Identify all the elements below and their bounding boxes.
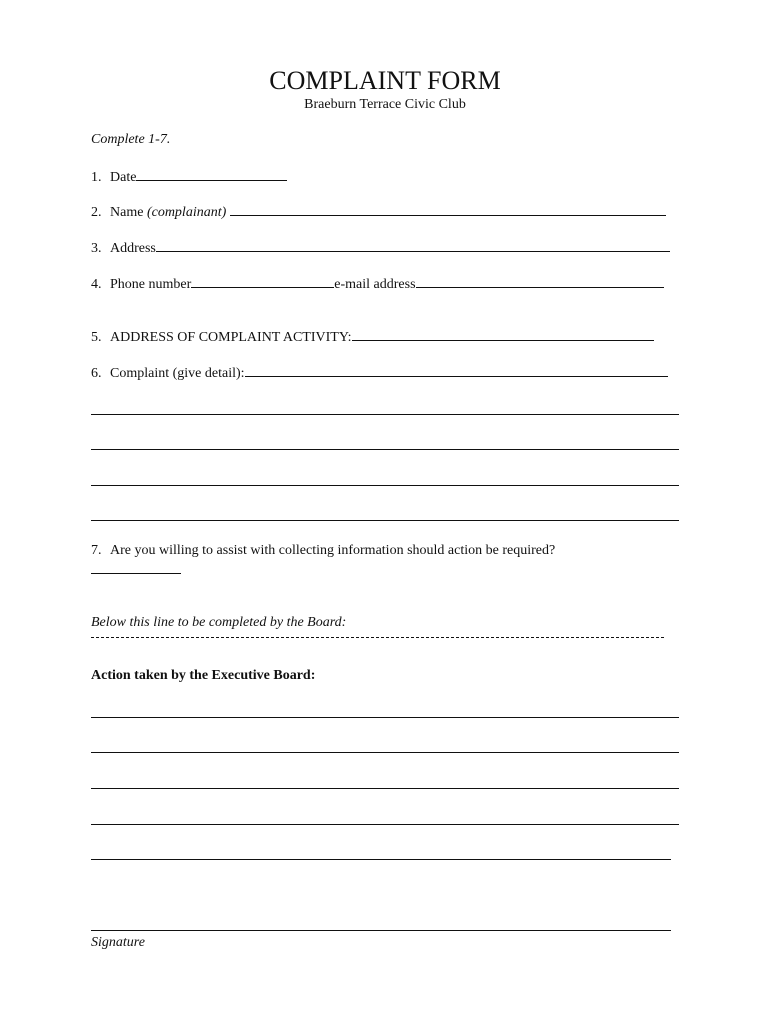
- phone-blank-line[interactable]: [191, 274, 334, 288]
- activity-address-blank-line[interactable]: [352, 327, 654, 341]
- activity-address-field-number: 5.: [91, 330, 102, 345]
- name-field-label: Name: [110, 205, 144, 220]
- date-blank-line[interactable]: [136, 167, 287, 181]
- board-section-intro: Below this line to be completed by the Board:: [91, 615, 347, 630]
- name-blank-line[interactable]: [230, 202, 666, 216]
- name-field-note: (complainant): [146, 205, 227, 220]
- address-blank-line[interactable]: [156, 238, 670, 252]
- action-line-2[interactable]: [91, 752, 679, 753]
- action-heading: Action taken by the Executive Board:: [91, 668, 316, 683]
- board-section-divider: [91, 637, 664, 638]
- date-field-number: 1.: [91, 170, 102, 185]
- activity-address-field-label: ADDRESS OF COMPLAINT ACTIVITY:: [110, 330, 352, 345]
- email-blank-line[interactable]: [416, 274, 664, 288]
- form-subtitle: Braeburn Terrace Civic Club: [304, 97, 466, 112]
- signature-line[interactable]: [91, 930, 671, 931]
- willing-field-number: 7.: [91, 543, 102, 558]
- address-field-number: 3.: [91, 241, 102, 256]
- form-title: COMPLAINT FORM: [269, 66, 501, 95]
- complaint-field-label: Complaint (give detail):: [110, 366, 245, 381]
- action-line-4[interactable]: [91, 824, 679, 825]
- phone-field-label: Phone number: [110, 277, 192, 292]
- activity-address-field-row: [91, 327, 654, 347]
- complaint-detail-line-1[interactable]: [91, 414, 679, 415]
- complaint-detail-line-3[interactable]: [91, 485, 679, 486]
- willing-answer-line[interactable]: [91, 573, 181, 574]
- action-line-5[interactable]: [91, 859, 671, 860]
- instructions-text: Complete 1-7.: [91, 132, 171, 147]
- complaint-blank-line[interactable]: [245, 363, 668, 377]
- name-field-row: [91, 202, 666, 222]
- email-field-label: e-mail address: [334, 277, 416, 292]
- willing-field-row: [91, 542, 555, 560]
- name-field-number: 2.: [91, 205, 102, 220]
- date-field-label: Date: [110, 170, 137, 185]
- action-line-3[interactable]: [91, 788, 679, 789]
- phone-field-row: [91, 274, 664, 294]
- address-field-label: Address: [110, 241, 156, 256]
- action-line-1[interactable]: [91, 717, 679, 718]
- address-field-row: [91, 238, 670, 258]
- phone-field-number: 4.: [91, 277, 102, 292]
- complaint-detail-line-2[interactable]: [91, 449, 679, 450]
- date-field-row: [91, 167, 287, 187]
- signature-label: Signature: [91, 935, 145, 950]
- complaint-field-row: [91, 363, 668, 383]
- willing-field-label: Are you willing to assist with collecting information should action be required?: [110, 543, 556, 558]
- complaint-field-number: 6.: [91, 366, 102, 381]
- complaint-detail-line-4[interactable]: [91, 520, 679, 521]
